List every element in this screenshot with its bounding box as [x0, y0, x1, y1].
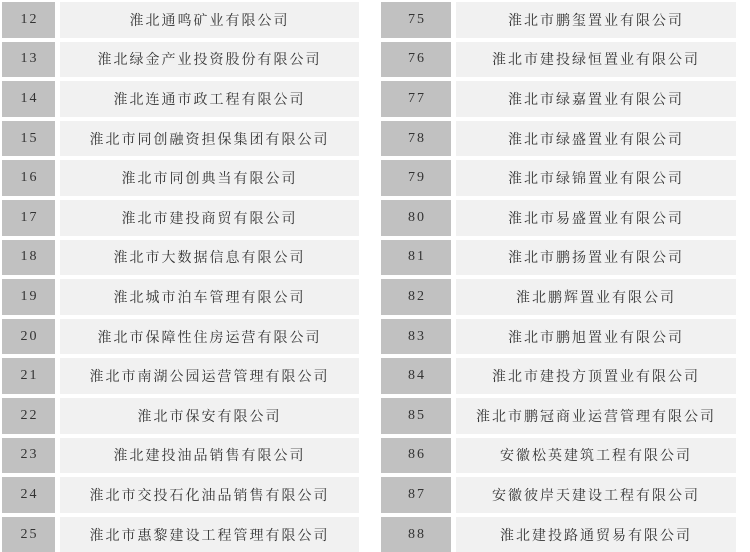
- company-name-cell: 淮北市南湖公园运营管理有限公司: [60, 358, 359, 394]
- company-table-right: [381, 2, 736, 552]
- table-row: [2, 398, 359, 434]
- company-name-cell: 淮北市绿嘉置业有限公司: [456, 81, 736, 117]
- company-name-cell: 淮北市易盛置业有限公司: [456, 200, 736, 236]
- table-row: [2, 81, 359, 117]
- table-row: [381, 121, 736, 157]
- company-name-cell: 淮北市大数据信息有限公司: [60, 240, 359, 276]
- row-number-cell: 77: [381, 81, 451, 117]
- row-number-cell: 81: [381, 240, 451, 276]
- table-row: [381, 81, 736, 117]
- table-row: [2, 121, 359, 157]
- company-name-cell: 淮北市建投绿恒置业有限公司: [456, 42, 736, 78]
- row-number-cell: 86: [381, 438, 451, 474]
- company-name-cell: 淮北建投油品销售有限公司: [60, 438, 359, 474]
- table-row: [381, 2, 736, 38]
- company-name-cell: 淮北市鹏冠商业运营管理有限公司: [456, 398, 736, 434]
- company-name-cell: 淮北通鸣矿业有限公司: [60, 2, 359, 38]
- company-name-cell: 淮北市鹏玺置业有限公司: [456, 2, 736, 38]
- row-number-cell: 19: [2, 279, 55, 315]
- table-row: [381, 477, 736, 513]
- table-row: [381, 200, 736, 236]
- row-number-cell: 12: [2, 2, 55, 38]
- table-row: [2, 517, 359, 552]
- row-number-cell: 13: [2, 42, 55, 78]
- row-number-cell: 22: [2, 398, 55, 434]
- company-name-cell: 淮北市鹏旭置业有限公司: [456, 319, 736, 355]
- row-number-cell: 78: [381, 121, 451, 157]
- company-name-cell: 淮北连通市政工程有限公司: [60, 81, 359, 117]
- row-number-cell: 75: [381, 2, 451, 38]
- table-row: [381, 42, 736, 78]
- row-number-cell: 16: [2, 160, 55, 196]
- row-number-cell: 18: [2, 240, 55, 276]
- company-name-cell: 安徽松英建筑工程有限公司: [456, 438, 736, 474]
- table-row: [381, 438, 736, 474]
- row-number-cell: 23: [2, 438, 55, 474]
- company-name-cell: 淮北市绿盛置业有限公司: [456, 121, 736, 157]
- company-name-cell: 淮北市建投商贸有限公司: [60, 200, 359, 236]
- row-number-cell: 82: [381, 279, 451, 315]
- company-name-cell: 淮北市同创融资担保集团有限公司: [60, 121, 359, 157]
- row-number-cell: 15: [2, 121, 55, 157]
- row-number-cell: 76: [381, 42, 451, 78]
- row-number-cell: 79: [381, 160, 451, 196]
- company-name-cell: 淮北城市泊车管理有限公司: [60, 279, 359, 315]
- table-row: [2, 319, 359, 355]
- company-name-cell: 淮北市鹏扬置业有限公司: [456, 240, 736, 276]
- row-number-cell: 88: [381, 517, 451, 552]
- table-row: [2, 279, 359, 315]
- company-name-cell: 淮北市绿锦置业有限公司: [456, 160, 736, 196]
- company-name-cell: 淮北市同创典当有限公司: [60, 160, 359, 196]
- company-name-cell: 淮北市保安有限公司: [60, 398, 359, 434]
- company-name-cell: 淮北绿金产业投资股份有限公司: [60, 42, 359, 78]
- row-number-cell: 85: [381, 398, 451, 434]
- table-row: [381, 398, 736, 434]
- row-number-cell: 24: [2, 477, 55, 513]
- row-number-cell: 84: [381, 358, 451, 394]
- row-number-cell: 21: [2, 358, 55, 394]
- company-name-cell: 淮北市交投石化油品销售有限公司: [60, 477, 359, 513]
- row-number-cell: 14: [2, 81, 55, 117]
- table-row: [381, 319, 736, 355]
- table-row: [2, 240, 359, 276]
- company-name-cell: 淮北市建投方顶置业有限公司: [456, 358, 736, 394]
- row-number-cell: 17: [2, 200, 55, 236]
- table-row: [2, 200, 359, 236]
- row-number-cell: 80: [381, 200, 451, 236]
- table-row: [381, 240, 736, 276]
- table-row: [2, 358, 359, 394]
- table-row: [381, 160, 736, 196]
- company-name-cell: 淮北建投路通贸易有限公司: [456, 517, 736, 552]
- company-name-cell: 淮北鹏辉置业有限公司: [456, 279, 736, 315]
- table-row: [381, 358, 736, 394]
- company-name-cell: 淮北市保障性住房运营有限公司: [60, 319, 359, 355]
- table-row: [381, 279, 736, 315]
- row-number-cell: 87: [381, 477, 451, 513]
- table-row: [381, 517, 736, 552]
- company-table-left: [2, 2, 359, 552]
- table-row: [2, 160, 359, 196]
- company-name-cell: 淮北市惠黎建设工程管理有限公司: [60, 517, 359, 552]
- row-number-cell: 83: [381, 319, 451, 355]
- row-number-cell: 25: [2, 517, 55, 552]
- company-name-cell: 安徽彼岸天建设工程有限公司: [456, 477, 736, 513]
- table-row: [2, 438, 359, 474]
- table-row: [2, 42, 359, 78]
- row-number-cell: 20: [2, 319, 55, 355]
- table-row: [2, 477, 359, 513]
- table-row: [2, 2, 359, 38]
